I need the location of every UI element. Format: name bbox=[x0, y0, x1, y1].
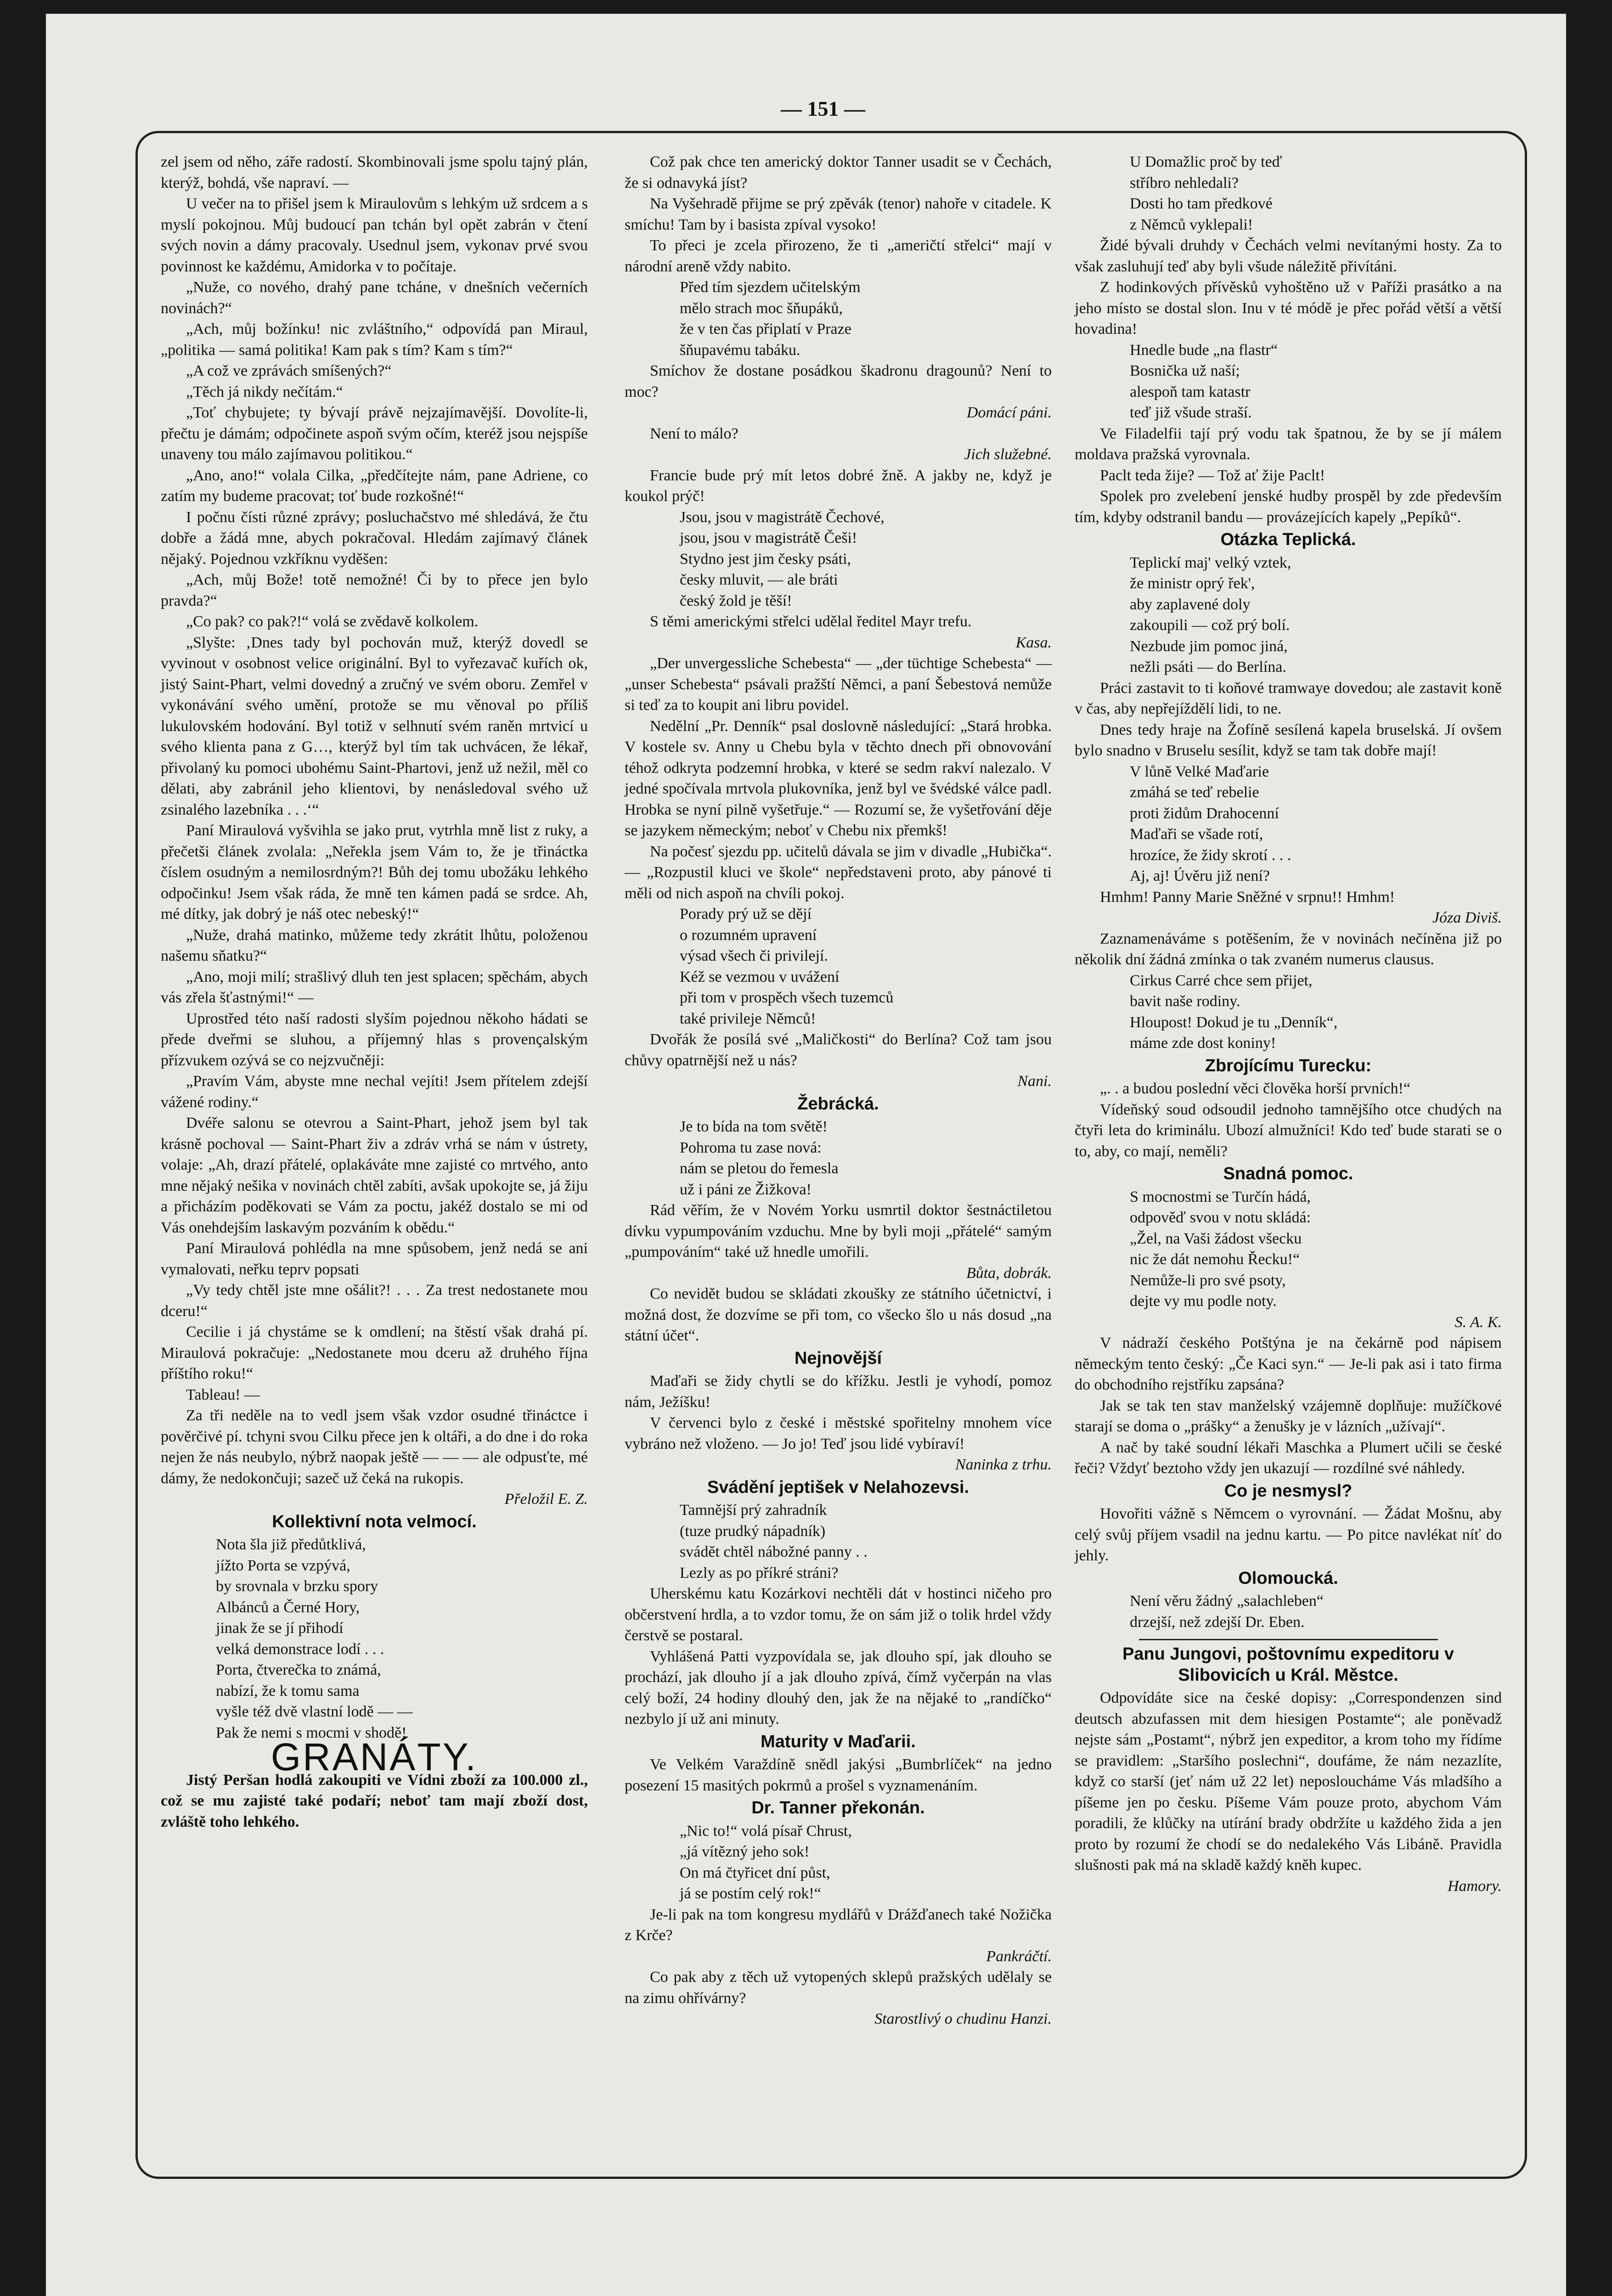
verse-line: mělo strach moc šňupáků, bbox=[680, 299, 843, 317]
verse-line: Aj, aj! Úvěru již není? bbox=[1130, 867, 1270, 884]
paragraph: S těmi americkými střelci udělal ředitel Mayr trefu. bbox=[650, 613, 972, 630]
verse-line: S mocnostmi se Turčín hádá, bbox=[1130, 1188, 1311, 1205]
paragraph: „Ano, ano!“ volala Cilka, „předčítejte nám, pane Adriene, co zatím my budeme pracovat; toť bude rozkošné!“ bbox=[161, 467, 588, 505]
verse-line: zmáhá se teď rebelie bbox=[1130, 784, 1259, 801]
verse-line: Dosti ho tam předkové bbox=[1130, 195, 1273, 212]
verse-line: Nemůže-li pro své psoty, bbox=[1130, 1272, 1286, 1289]
paragraph: „Těch já nikdy nečítám.“ bbox=[186, 383, 343, 400]
verse-line: nežli psáti — do Berlína. bbox=[1130, 658, 1286, 675]
article-heading: Otázka Teplická. bbox=[1220, 530, 1356, 549]
paragraph: U večer na to přišel jsem k Miraulovům s lehkým už srdcem a s myslí pokojnou. Můj budoucí pan tchán byl opět zabrán v čtení svých novin a dámy pracovaly. Usednul jsem, vykonav prvé svou povinnost ke každému, Amidorka v to počítaje. bbox=[161, 195, 588, 275]
verse-line: Jsou, jsou v magistrátě Čechové, bbox=[680, 508, 885, 526]
verse-line: Porady prý už se dějí bbox=[680, 906, 812, 923]
verse-line: „Nic to!“ volá písař Chrust, bbox=[680, 1822, 852, 1840]
paragraph: Spolek pro zvelebení jenské hudby prospěl by zde především tím, kdyby odstranil bandu — provázejících kapely „Pepíků“. bbox=[1075, 488, 1502, 526]
verse-line: nic že dát nemohu Řecku!“ bbox=[1130, 1251, 1300, 1268]
paragraph: Uherskému katu Kozárkovi nechtěli dát v hostinci ničeho pro občerstvení hrdla, a to vzdor tomu, že on sám již o tolik hrdel vždy čerstvě se postaral. bbox=[625, 1585, 1052, 1644]
verse-line: U Domažlic proč by teď bbox=[1130, 153, 1282, 170]
verse-line: já se postím celý rok!“ bbox=[680, 1885, 821, 1902]
divider bbox=[1139, 1639, 1438, 1640]
paragraph: V nádraží českého Potštýna je na čekárně pod nápisem německým tento český: „Če Kaci syn.“ — Je-li pak asi i tato firma do obchodního rejstříku zapsána? bbox=[1075, 1334, 1502, 1393]
verse-line: velká demonstrace lodí . . . bbox=[216, 1640, 384, 1658]
verse-line: Před tím sjezdem učitelským bbox=[680, 279, 861, 296]
paragraph: Na počesť sjezdu pp. učitelů dávala se jim v divadle „Hubička“. — „Rozpustil kluci ve škole“ nepředstaveni proto, aby pánové ti měli od nich aspoň na chvíli pokoj. bbox=[625, 843, 1052, 902]
paragraph: „Der unvergessliche Schebesta“ — „der tüchtige Schebesta“ — „unser Schebesta“ psávali pražští Němci, a paní Šebestová nemůže si teď za to koupit ani libru povidel. bbox=[625, 655, 1052, 714]
verse-line: Bosnička už naší; bbox=[1130, 362, 1240, 379]
verse-line: jsou, jsou v magistrátě Češi! bbox=[680, 529, 857, 546]
column-right bbox=[1075, 152, 1502, 1896]
verse-line: máme zde dost koniny! bbox=[1130, 1035, 1276, 1052]
paragraph: „Nuže, drahá matinko, můžeme tedy zkrátit lhůtu, položenou našemu sňatku?“ bbox=[161, 926, 588, 964]
verse-line: o rozumném upravení bbox=[680, 926, 817, 944]
verse-line: také privileje Němců! bbox=[680, 1010, 816, 1027]
verse-line: Není věru žádný „salachleben“ bbox=[1130, 1593, 1324, 1609]
paragraph: Dnes tedy hraje na Žofíně sesílená kapela bruselská. Jí ovšem bylo snadno v Bruselu sesílit, když se tam tak dobře mají! bbox=[1075, 721, 1502, 759]
paragraph: Uprostřed této naší radosti slyším pojednou někoho hádati se přede dveřmi se sluhou, a příjemný hlas s provençalským přízvukem ozývá se co nejzvučněji: bbox=[161, 1010, 588, 1069]
signature: Naninka z trhu. bbox=[955, 1456, 1052, 1473]
signature: S. A. K. bbox=[1454, 1313, 1502, 1331]
verse-line: český žold je těší! bbox=[680, 592, 792, 609]
paragraph: To přeci je zcela přirozeno, že ti „američtí střelci“ mají v národní areně vždy nabito. bbox=[625, 237, 1052, 275]
verse-line: „já vítězný jeho sok! bbox=[680, 1843, 810, 1860]
paragraph: „Nuže, co nového, drahý pane tcháne, v dnešních večerních novinách?“ bbox=[161, 279, 588, 317]
verse-line: Stydno jest jim česky psáti, bbox=[680, 550, 851, 568]
verse-line: Teplickí maj' velký vztek, bbox=[1130, 554, 1291, 571]
verse-line: V lůně Velké Maďarie bbox=[1130, 763, 1269, 780]
verse-line: Pohroma tu zase nová: bbox=[680, 1139, 822, 1156]
verse-line: svádět chtěl nábožné panny . . bbox=[680, 1543, 868, 1560]
signature: Domácí páni. bbox=[966, 404, 1052, 421]
section-title: GRANÁTY. bbox=[271, 1735, 478, 1778]
paragraph: Ve Filadelfii tají prý vodu tak špatnou, že by se jí málem moldava pražská vyrovnala. bbox=[1075, 425, 1502, 463]
verse-line: hrozíce, že židy skrotí . . . bbox=[1130, 846, 1291, 864]
paragraph: Za tři neděle na to vedl jsem však vzdor osudné třináctce i pověrčivé pí. tchyni svou Cilku přece jen k oltáři, a do dne i do roka nejen že nás neubylo, nýbrž naopak ještě — — — ale odpusťte, mé dámy, že nedokončuji; sazeč už čeká na rukopis. bbox=[161, 1407, 588, 1487]
verse-line: nám se pletou do řemesla bbox=[680, 1160, 839, 1177]
signature: Hamory. bbox=[1447, 1877, 1502, 1895]
article-heading: Dr. Tanner překonán. bbox=[751, 1798, 925, 1818]
paragraph: Jistý Peršan hodlá zakoupiti ve Vídni zboží za 100.000 zl., což se mu zajisté také podaří; neboť tam mají zboží dost, zvláště toho lehkého. bbox=[161, 1771, 588, 1830]
verse-line: z Němců vyklepali! bbox=[1130, 216, 1253, 233]
paragraph: Tableau! — bbox=[186, 1386, 260, 1403]
verse-line: Nota šla již předůtklivá, bbox=[216, 1536, 366, 1553]
verse-line: On má čtyřicet dní půst, bbox=[680, 1864, 830, 1881]
signature: Přeložil E. Z. bbox=[504, 1491, 588, 1508]
page-number: — 151 — bbox=[781, 97, 865, 120]
verse-line: bavit naše rodiny. bbox=[1130, 993, 1240, 1010]
paragraph: Je-li pak na tom kongresu mydlářů v Drážďanech také Nožička z Krče? bbox=[625, 1906, 1052, 1944]
article-heading: Kollektivní nota velmocí. bbox=[272, 1512, 477, 1531]
paragraph: Což pak chce ten americký doktor Tanner usadit se v Čechách, že si odnavyká jíst? bbox=[625, 153, 1052, 191]
verse-line: Cirkus Carré chce sem přijet, bbox=[1130, 972, 1313, 989]
verse-line: aby zaplavené doly bbox=[1130, 596, 1251, 613]
verse-line: zakoupili — což prý bolí. bbox=[1130, 617, 1290, 634]
verse-line: Maďaři se všade rotí, bbox=[1130, 826, 1263, 843]
paragraph: Maďaři se židy chytli se do křížku. Jestli je vyhodí, pomoz nám, Ježíšku! bbox=[625, 1373, 1052, 1411]
verse-line: Hloupost! Dokud je tu „Denník“, bbox=[1130, 1013, 1338, 1031]
verse-line: nabízí, že k tomu sama bbox=[216, 1682, 360, 1699]
verse-line: alespoň tam katastr bbox=[1130, 383, 1251, 400]
article-heading: Olomoucká. bbox=[1238, 1568, 1338, 1588]
paragraph: Není to málo? bbox=[650, 425, 738, 442]
verse-line: že ministr oprý řek', bbox=[1130, 575, 1255, 592]
article-heading: Svádění jeptišek v Nelahozevsi. bbox=[707, 1477, 969, 1497]
paragraph: I počnu čísti různé zprávy; posluchačstvo mé shledává, že čtu dobře a žádá mne, abych pokračoval. Hledám zajímavý článek nějaký. Pojednou vzkříknu vyděšen: bbox=[161, 508, 588, 568]
newspaper-page bbox=[46, 14, 1566, 2296]
paragraph: Francie bude prý mít letos dobré žně. A jakby ne, když je koukol prýč! bbox=[625, 467, 1052, 505]
paragraph: Rád věřím, že v Novém Yorku usmrtil doktor šestnáctiletou dívku vypumpováním vzduchu. Mne by byli moji „přátelé“ samým „pumpováním“ také už hnedle umořili. bbox=[625, 1202, 1052, 1261]
paragraph: Zaznamenáváme s potěšením, že v novinách nečíněna již po několik dní žádná zmínka o tak zvaném numerus clausus. bbox=[1075, 930, 1502, 968]
signature: Józa Diviš. bbox=[1432, 909, 1502, 926]
paragraph: A nač by také soudní lékaři Maschka a Plumert učili se české řeči? Vždyť beztoho vždy jen ukazují — rozdílné své náhledy. bbox=[1075, 1439, 1502, 1477]
paragraph: Vyhlášená Patti vyzpovídala se, jak dlouho spí, jak dlouho se prochází, jak dlouho jí a jak dlouho zpívá, čímž vyčerpán na vlas celý boží, 24 hodiny dlouhý den, jak že na nějaké to „randíčko“ nezbylo jí už ani minuty. bbox=[625, 1648, 1052, 1728]
verse-line: (tuze prudký nápadník) bbox=[680, 1522, 826, 1540]
paragraph: „Co pak? co pak?!“ volá se zvědavě kolkolem. bbox=[186, 613, 479, 630]
paragraph: Práci zastavit to ti koňové tramwaye dovedou; ale zastavit koně v čas, aby nepřejíždělí lidi, to ne. bbox=[1075, 679, 1502, 717]
paragraph: Paní Miraulová pohlédla na mne spůsobem, jenž nedá se ani vymalovati, neřku teprv popsati bbox=[161, 1240, 588, 1278]
paragraph: Odpovídáte sice na české dopisy: „Correspondenzen sind deutsch abzufassen mit dem hiesigen Postamte“; ale poněvadž nejste sám „Postamt“, nýbrž jen expeditor, a krom toho my řídíme se pravidlem: „Staršího poslechni“, doufáme, že nám nezazlíte, když co starší (jeť nám už 22 let) neposloucháme Vás mladšího a píšeme jen po česku. Píšeme Vám pouze proto, abychom Vám poradili, že klůčky na utírání brady obdržíte u každého žida a jen proto by rozumí že chodí se do nedalekého Vás Libáně. Pravidla slušnosti pak má na skladě každý kněh kupec. bbox=[1075, 1689, 1502, 1874]
paragraph: „Pravím Vám, abyste mne nechal vejíti! Jsem přítelem zdejší vážené rodiny.“ bbox=[161, 1073, 588, 1111]
paragraph: „Toť chybujete; ty bývají právě nejzajímavější. Dovolíte-li, přečtu je dámám; odpočinete aspoň svým očím, kteréž jsou nejspíše unaveny tou málo zajímavou politikou.“ bbox=[161, 404, 588, 463]
article-heading: Snadná pomoc. bbox=[1223, 1164, 1353, 1183]
paragraph: V červenci bylo z české i městské spořitelny mnohem více vybráno než vloženo. — Jo jo! Teď jsou lidé vybíraví! bbox=[625, 1414, 1052, 1452]
verse-line: Lezly as po příkré stráni? bbox=[680, 1564, 839, 1581]
paragraph: Co nevidět budou se skládati zkoušky ze státního účetnictví, i možná dost, že dozvíme se při tom, co všecko šlo u nás dosud „na státní účet“. bbox=[625, 1285, 1052, 1344]
paragraph: Hmhm! Panny Marie Sněžné v srpnu!! Hmhm! bbox=[1100, 888, 1395, 906]
paragraph: Paní Miraulová vyšvihla se jako prut, vytrhla mně list z ruky, a přečetši článek zvolala: „Neřekla jsem Vám to, že je třináctka číslem osudným a nemilosrdným?! Bůh dej tomu ubožáku lehkého odpočinku! Jsem však ráda, že mně ten kámen padá se srdce. Ah, mé dítky, jak dobrý je náš otec nebeský!“ bbox=[161, 822, 588, 923]
verse-line: teď již všude straší. bbox=[1130, 404, 1252, 421]
signature: Pankráčtí. bbox=[986, 1947, 1052, 1965]
paragraph: Dvořák že posílá své „Maličkosti“ do Berlína? Což tam jsou chůvy opatrnější než u nás? bbox=[625, 1031, 1052, 1069]
verse-line: vyšle též dvě vlastní lodě — — bbox=[216, 1703, 413, 1720]
verse-line: šňupavému tabáku. bbox=[680, 341, 800, 359]
paragraph: „A což ve zprávách smíšených?“ bbox=[186, 362, 392, 379]
signature: Jich služebné. bbox=[964, 446, 1052, 463]
paragraph: Co pak aby z těch už vytopených sklepů pražských udělaly se na zimu ohřívárny? bbox=[625, 1969, 1052, 2007]
verse-line: drzejší, než zdejší Dr. Eben. bbox=[1130, 1613, 1305, 1631]
paragraph: Dvéře salonu se otevrou a Saint-Phart, jehož jsem byl tak krásně pochoval — Saint-Phart živ a zdráv vrhá se nám v ústrety, volaje: „Ah, drazí přátelé, oplakáváte mne zajisté co mrtvého, anto mne nějaký nešika v novinách chtěl zabíti, avšak upokojte se, já žiju a přicházím poděkovati se Vám za poctu, jakéž dostalo se mi od Vás onehdejším laskavým pozváním k obědu.“ bbox=[161, 1114, 588, 1236]
paragraph: Na Vyšehradě přijme se prý zpěvák (tenor) nahoře v citadele. K smíchu! Tam by i basista zpíval vysoko! bbox=[625, 195, 1052, 233]
signature: Nani. bbox=[1017, 1073, 1052, 1090]
article-heading: Žebrácká. bbox=[797, 1094, 879, 1114]
verse-line: jinak že se jí přihodí bbox=[216, 1620, 344, 1637]
verse-line: Nezbude jim pomoc jiná, bbox=[1130, 637, 1288, 655]
verse-line: by srovnala v brzku spory bbox=[216, 1578, 378, 1595]
verse-line: jížto Porta se vzpývá, bbox=[216, 1557, 350, 1574]
article-heading: Nejnovější bbox=[794, 1348, 882, 1368]
verse-line: výsad všech či privilejí. bbox=[680, 947, 828, 964]
paragraph: Ve Velkém Varaždíně snědl jakýsi „Bumbrlíček“ na jedno posezení 15 masitých pokrmů a prošel s vyznamenáním. bbox=[625, 1756, 1052, 1794]
article-heading: Panu Jungovi, poštovnímu expeditoru v Slibovicích u Král. Městce. bbox=[1122, 1644, 1454, 1685]
verse-line: už i páni ze Žižkova! bbox=[680, 1181, 812, 1198]
paragraph: „Ano, moji milí; strašlivý dluh ten jest splacen; spěchám, abych vás zřela šťastnými!“ — bbox=[161, 968, 588, 1006]
paragraph: Jak se tak ten stav manželský vzájemně doplňuje: mužíčkové starají se doma o „prášky“ a ženušky je v lázních „užívají“. bbox=[1075, 1397, 1502, 1435]
paragraph: „Ach, můj božínku! nic zvláštního,“ odpovídá pan Miraul, „politika — samá politika! Kam pak s tím? Kam s tím?“ bbox=[161, 321, 588, 359]
column-middle bbox=[625, 152, 1052, 2030]
paragraph: „Vy tedy chtěl jste mne ošálit?! . . . Za trest nedostanete mou dceru!“ bbox=[161, 1282, 588, 1320]
verse-line: proti židům Drahocenní bbox=[1130, 805, 1279, 822]
verse-line: česky mluvit, — ale bráti bbox=[680, 571, 838, 588]
verse-line: Hnedle bude „na flastr“ bbox=[1130, 341, 1278, 359]
paragraph: „Slyšte: ‚Dnes tady byl pochován muž, kterýž dovedl se vyvinout v osobnost velice originální. Byl to vyřezavač kuřích ok, jistý Saint-Phart, velmi dovedný a zručný ve svém oboru. Zemřel v vykonávání svého umění, protože se mu věnoval po příliš lukulovském hodování. Byl totiž v selhnutí svém raněn mrtvicí u svého klienta pana z G…, kterýž byl tím tak uchvácen, že lékař, přivolaný ku pomoci ubohému Saint-Phartovi, jenž už nežil, měl co dělati, aby zabránil jeho klientovi, by nenásledoval svého už zsinalého lazebníka . . .‘“ bbox=[161, 634, 588, 818]
verse-line: Kéž se vezmou v uvážení bbox=[680, 968, 840, 985]
column-left bbox=[161, 152, 588, 1832]
verse-line: odpověď svou v notu skládá: bbox=[1130, 1209, 1311, 1226]
paragraph: „Ach, můj Bože! totě nemožné! Či by to přece jen bylo pravda?“ bbox=[161, 571, 588, 609]
paragraph: „. . a budou poslední věci člověka horší prvních!“ bbox=[1100, 1080, 1411, 1097]
article-heading: Maturity v Maďarii. bbox=[761, 1732, 916, 1751]
paragraph: Nedělní „Pr. Denník“ psal doslovně následující: „Stará hrobka. V kostele sv. Anny u Chebu byla v těchto dnech při obnovování téhož odkryta podzemní hrobka, v které se sedm rakví nalezalo. V jedné spočívala mrtvola plukovníka, jenž byl ve švédské válce padl. Hrobka se nyní pilně vyšetřuje.“ — Rozumí se, že vyšetřování děje se jazykem německým; neboť v Chebu nix přemkš! bbox=[625, 717, 1052, 839]
signature: Bůta, dobrák. bbox=[966, 1264, 1052, 1282]
verse-line: Albánců a Černé Hory, bbox=[216, 1598, 360, 1616]
verse-line: při tom v prospěch všech tuzemců bbox=[680, 989, 894, 1006]
paragraph: Cecilie i já chystáme se k omdlení; na štěstí však drahá pí. Miraulová pokračuje: „Nedostanete mou dceru až druhého října příštího roku!“ bbox=[161, 1323, 588, 1382]
verse-line: že v ten čas připlatí v Praze bbox=[680, 321, 851, 338]
paragraph: Vídeňský soud odsoudil jednoho tamnějšího otce chudých na čtyři leta do kriminálu. Ubozí almužníci! Kdo teď bude starati se o to, aby, co mají, neměli? bbox=[1075, 1101, 1502, 1160]
paragraph: Smíchov že dostane posádkou škadronu dragounů? Není to moc? bbox=[625, 362, 1052, 400]
paragraph: zel jsem od něho, záře radostí. Skombinovali jsme spolu tajný plán, kterýž, bohdá, vše napraví. — bbox=[161, 153, 588, 191]
verse-line: Porta, čtverečka to známá, bbox=[216, 1661, 381, 1678]
signature: Kasa. bbox=[1015, 634, 1052, 651]
verse-line: dejte vy mu podle noty. bbox=[1130, 1293, 1277, 1310]
verse-line: Tamnější prý zahradník bbox=[680, 1502, 827, 1519]
verse-line: Pak že nemi s mocmi v shodě! bbox=[216, 1724, 407, 1741]
verse-line: Je to bída na tom světě! bbox=[680, 1118, 828, 1135]
signature: Starostlivý o chudinu Hanzi. bbox=[874, 2010, 1052, 2027]
verse-line: stříbro nehledali? bbox=[1130, 174, 1239, 191]
verse-line: „Žel, na Vaši žádost všecku bbox=[1130, 1230, 1302, 1247]
article-heading: Co je nesmysl? bbox=[1224, 1481, 1353, 1501]
paragraph: Hovořiti vážně s Němcem o vyrovnání. — Žádat Mošnu, aby celý svůj příjem vsadil na jednu kartu. — Po pitce navlékat níť do jehly. bbox=[1075, 1505, 1502, 1564]
paragraph: Z hodinkových přívěsků vyhoštěno už v Paříži prasátko a na jeho místo se dostal slon. Inu v té módě je přec pořád větší a větší hovadina! bbox=[1075, 279, 1502, 338]
article-heading: Zbrojícímu Turecku: bbox=[1205, 1056, 1372, 1075]
paragraph: Paclt teda žije? — Tož ať žije Paclt! bbox=[1100, 467, 1325, 484]
paragraph: Židé bývali druhdy v Čechách velmi nevítanými hosty. Za to však zasluhují teď aby byli všude náležitě přivítáni. bbox=[1075, 237, 1502, 275]
